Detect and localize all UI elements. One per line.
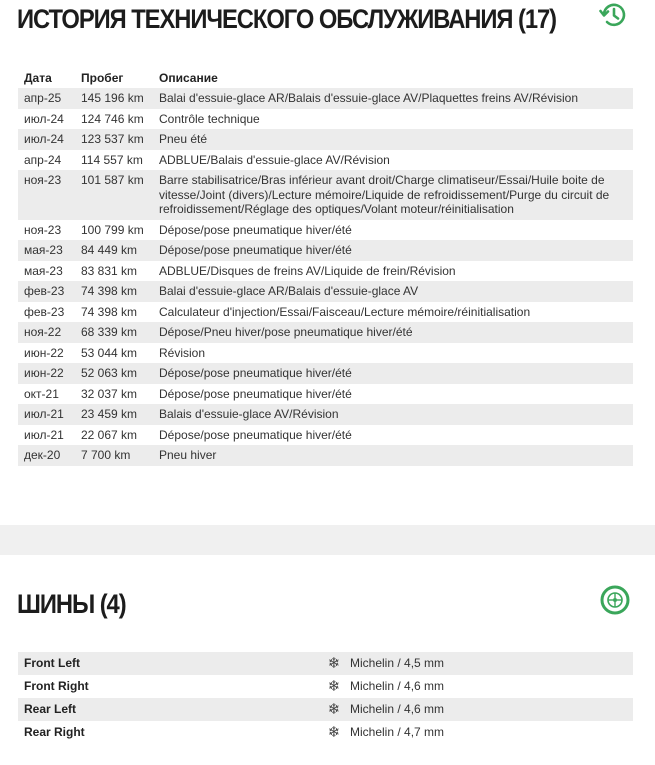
row-date: ноя-22: [18, 322, 75, 343]
section-divider: [0, 525, 655, 555]
row-mileage: 32 037 km: [75, 384, 153, 405]
table-row: [18, 129, 633, 150]
maintenance-title: ИСТОРИЯ ТЕХНИЧЕСКОГО ОБСЛУЖИВАНИЯ (17): [17, 4, 557, 34]
table-row: [18, 302, 633, 323]
table-header-row: [18, 68, 633, 88]
row-mileage: 114 557 km: [75, 150, 153, 171]
row-date: июл-21: [18, 425, 75, 446]
table-row: [18, 363, 633, 384]
row-date: дек-20: [18, 445, 75, 466]
row-date: фев-23: [18, 281, 75, 302]
row-mileage: 101 587 km: [75, 170, 153, 220]
row-description: Contrôle technique: [153, 109, 633, 130]
history-icon[interactable]: [599, 0, 629, 30]
tire-position: Front Left: [18, 652, 320, 675]
row-date: июн-22: [18, 343, 75, 364]
row-date: июн-22: [18, 363, 75, 384]
table-row: [18, 343, 633, 364]
row-mileage: 22 067 km: [75, 425, 153, 446]
tire-value: Michelin / 4,5 mm: [344, 652, 633, 675]
row-mileage: 74 398 km: [75, 302, 153, 323]
table-row: [18, 322, 633, 343]
table-row: [18, 281, 633, 302]
snowflake-icon: ❄: [320, 675, 344, 698]
table-row: [18, 170, 633, 220]
column-header-description: Описание: [159, 71, 218, 85]
row-date: апр-24: [18, 150, 75, 171]
column-header-mileage: Пробег: [81, 71, 124, 85]
row-date: ноя-23: [18, 220, 75, 241]
table-row: [18, 109, 633, 130]
row-mileage: 68 339 km: [75, 322, 153, 343]
row-description: Pneu été: [153, 129, 633, 150]
row-date: ноя-23: [18, 170, 75, 220]
row-description: Balais d'essuie-glace AV/Révision: [153, 404, 633, 425]
row-mileage: 52 063 km: [75, 363, 153, 384]
row-date: окт-21: [18, 384, 75, 405]
row-description: Révision: [153, 343, 633, 364]
row-date: июл-21: [18, 404, 75, 425]
row-description: ADBLUE/Balais d'essuie-glace AV/Révision: [153, 150, 633, 171]
row-description: Dépose/pose pneumatique hiver/été: [153, 425, 633, 446]
row-mileage: 7 700 km: [75, 445, 153, 466]
tire-position: Front Right: [18, 675, 320, 698]
row-description: Dépose/pose pneumatique hiver/été: [153, 363, 633, 384]
table-row: [18, 240, 633, 261]
table-row: [18, 425, 633, 446]
row-description: Dépose/pose pneumatique hiver/été: [153, 384, 633, 405]
tires-section: [0, 555, 655, 765]
tire-value: Michelin / 4,6 mm: [344, 698, 633, 721]
row-mileage: 84 449 km: [75, 240, 153, 261]
tire-row: [18, 698, 633, 721]
table-row: [18, 220, 633, 241]
row-description: Dépose/Pneu hiver/pose pneumatique hiver/été: [153, 322, 633, 343]
row-mileage: 124 746 km: [75, 109, 153, 130]
tire-position: Rear Left: [18, 698, 320, 721]
row-description: Pneu hiver: [153, 445, 633, 466]
tire-position: Rear Right: [18, 721, 320, 744]
row-mileage: 74 398 km: [75, 281, 153, 302]
row-date: мая-23: [18, 261, 75, 282]
row-mileage: 53 044 km: [75, 343, 153, 364]
table-row: [18, 384, 633, 405]
row-date: фев-23: [18, 302, 75, 323]
snowflake-icon: ❄: [320, 698, 344, 721]
table-row: [18, 88, 633, 109]
row-date: апр-25: [18, 88, 75, 109]
tires-table: [18, 652, 633, 744]
snowflake-icon: ❄: [320, 652, 344, 675]
table-row: [18, 404, 633, 425]
row-description: Calculateur d'injection/Essai/Faisceau/Lecture mémoire/réinitialisation: [153, 302, 633, 323]
tire-row: [18, 721, 633, 744]
row-description: Balai d'essuie-glace AR/Balais d'essuie-glace AV: [153, 281, 633, 302]
row-description: Barre stabilisatrice/Bras inférieur avant droit/Charge climatiseur/Essai/Huile boite de vitesse/Joint (divers)/Lecture mémoire/Liquide de refroidissement/Purge du circuit de refroidissement/Réglage des optiques/Volant moteur/réinitialisation: [153, 170, 633, 220]
tire-icon[interactable]: [600, 585, 630, 615]
row-mileage: 100 799 km: [75, 220, 153, 241]
table-row: [18, 445, 633, 466]
row-description: Dépose/pose pneumatique hiver/été: [153, 220, 633, 241]
row-mileage: 145 196 km: [75, 88, 153, 109]
row-description: ADBLUE/Disques de freins AV/Liquide de frein/Révision: [153, 261, 633, 282]
tire-row: [18, 652, 633, 675]
row-mileage: 83 831 km: [75, 261, 153, 282]
tires-title: ШИНЫ (4): [17, 589, 126, 619]
snowflake-icon: ❄: [320, 721, 344, 744]
column-header-date: Дата: [24, 71, 52, 85]
row-mileage: 23 459 km: [75, 404, 153, 425]
row-date: июл-24: [18, 109, 75, 130]
tire-value: Michelin / 4,7 mm: [344, 721, 633, 744]
row-description: Dépose/pose pneumatique hiver/été: [153, 240, 633, 261]
table-row: [18, 150, 633, 171]
row-date: мая-23: [18, 240, 75, 261]
table-row: [18, 261, 633, 282]
row-mileage: 123 537 km: [75, 129, 153, 150]
tire-value: Michelin / 4,6 mm: [344, 675, 633, 698]
row-date: июл-24: [18, 129, 75, 150]
row-description: Balai d'essuie-glace AR/Balais d'essuie-glace AV/Plaquettes freins AV/Révision: [153, 88, 633, 109]
tire-row: [18, 675, 633, 698]
maintenance-table: [18, 68, 633, 466]
